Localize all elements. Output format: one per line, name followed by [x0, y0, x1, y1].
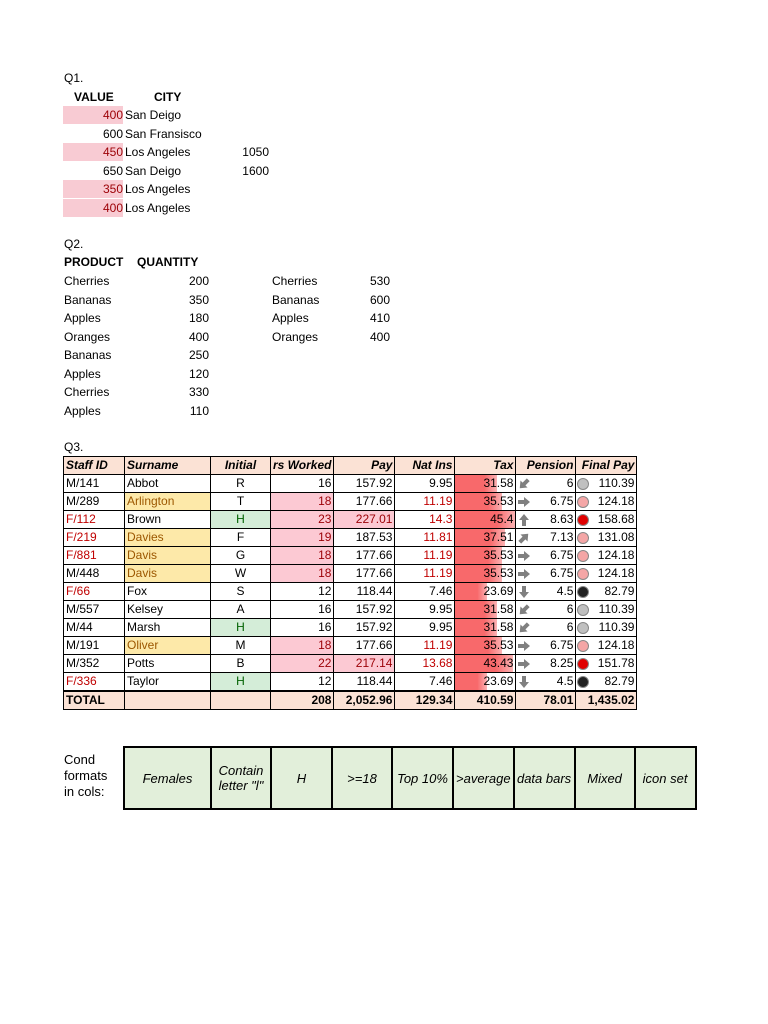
- pension-value: 8.25: [550, 656, 574, 670]
- pension-cell[interactable]: [516, 673, 576, 692]
- staff-id-cell[interactable]: M/141: [64, 475, 125, 493]
- surname-cell[interactable]: Marsh: [125, 619, 211, 637]
- arrow-down-icon: [517, 585, 531, 599]
- pension-value: 4.5: [556, 674, 574, 688]
- traffic-light-icon: [577, 478, 589, 490]
- q2-product-cell[interactable]: Apples: [64, 366, 101, 381]
- q1-city-cell[interactable]: San Deigo: [125, 108, 182, 122]
- tax-value: 35.53: [483, 548, 514, 562]
- tax-value: 31.58: [483, 620, 514, 634]
- hours-cell[interactable]: 16: [271, 619, 334, 637]
- q2-summary-total[interactable]: 600: [369, 292, 390, 307]
- nat-ins-cell[interactable]: 11.19: [395, 547, 455, 565]
- final-pay-value: 82.79: [604, 674, 635, 688]
- table-row: [64, 601, 637, 619]
- staff-id-cell[interactable]: M/557: [64, 601, 125, 619]
- total-nat-ins[interactable]: 129.34: [395, 691, 455, 710]
- tax-value: 35.53: [483, 638, 514, 652]
- hours-cell[interactable]: 12: [271, 583, 334, 601]
- pay-cell[interactable]: 118.44: [334, 583, 395, 601]
- surname-cell[interactable]: Davis: [125, 547, 211, 565]
- final-pay-cell[interactable]: [576, 601, 637, 619]
- arrow-right-icon: [517, 495, 531, 509]
- staff-id-cell[interactable]: F/881: [64, 547, 125, 565]
- staff-pay-table: [63, 456, 637, 710]
- traffic-light-icon: [577, 514, 589, 526]
- nat-ins-cell[interactable]: 11.19: [395, 565, 455, 583]
- legend-h: H: [271, 747, 332, 809]
- pension-value: 6.75: [550, 566, 574, 580]
- col-header-nat-ins[interactable]: Nat Ins: [395, 457, 455, 475]
- surname-cell[interactable]: Davis: [125, 565, 211, 583]
- q2-quantity-cell[interactable]: 250: [188, 348, 209, 362]
- final-pay-value: 110.39: [598, 620, 635, 634]
- pension-cell[interactable]: [516, 475, 576, 493]
- tax-cell[interactable]: [455, 475, 516, 493]
- surname-cell[interactable]: Kelsey: [125, 601, 211, 619]
- surname-cell[interactable]: Davies: [125, 529, 211, 547]
- q1-city-cell[interactable]: Los Angeles: [125, 201, 191, 215]
- pension-value: 6.75: [550, 638, 574, 652]
- arrow-right-icon: [517, 639, 531, 653]
- legend-above-average: >average: [453, 747, 514, 809]
- arrow-up-right-icon: [517, 531, 531, 545]
- total-row: [64, 691, 637, 710]
- traffic-light-icon: [577, 586, 589, 598]
- q2-summary-total[interactable]: 530: [369, 274, 390, 288]
- q1-city-cell[interactable]: Los Angeles: [125, 182, 191, 197]
- pay-cell[interactable]: 118.44: [334, 673, 395, 692]
- tax-cell[interactable]: [455, 637, 516, 655]
- table-row: [64, 547, 637, 565]
- tax-value: 31.58: [483, 476, 514, 490]
- q2-quantity-cell[interactable]: 200: [188, 274, 209, 288]
- hours-cell[interactable]: 19: [271, 529, 334, 547]
- legend-icon-set: icon set: [635, 747, 696, 809]
- final-pay-value: 131.08: [597, 530, 635, 544]
- final-pay-value: 82.79: [604, 584, 635, 598]
- initial-cell[interactable]: R: [211, 475, 271, 493]
- tax-value: 23.69: [483, 674, 514, 688]
- pay-cell[interactable]: 177.66: [334, 493, 395, 511]
- hours-cell[interactable]: 12: [271, 673, 334, 692]
- q2-quantity-cell[interactable]: 330: [188, 385, 209, 399]
- legend-gte-18: >=18: [332, 747, 392, 809]
- cond-formats-legend: [123, 746, 697, 810]
- surname-cell[interactable]: Abbot: [125, 475, 211, 493]
- traffic-light-icon: [577, 658, 589, 670]
- pension-cell[interactable]: [516, 529, 576, 547]
- total-label: TOTAL: [64, 691, 125, 710]
- hours-cell[interactable]: 18: [271, 637, 334, 655]
- q1-value-header: VALUE: [74, 90, 114, 104]
- final-pay-value: 110.39: [598, 476, 635, 490]
- q2-quantity-cell[interactable]: 400: [188, 329, 209, 344]
- initial-cell[interactable]: H: [211, 673, 271, 692]
- legend-mixed: Mixed: [575, 747, 635, 809]
- col-header-surname[interactable]: Surname: [125, 457, 211, 475]
- q2-product-cell[interactable]: Apples: [64, 403, 101, 418]
- pay-cell[interactable]: 177.66: [334, 637, 395, 655]
- tax-cell[interactable]: [455, 493, 516, 511]
- surname-cell[interactable]: Arlington: [125, 493, 211, 511]
- q2-product-header: PRODUCT: [64, 255, 124, 269]
- pension-cell[interactable]: [516, 511, 576, 529]
- final-pay-cell[interactable]: [576, 583, 637, 601]
- cond-formats-label-line3: in cols:: [64, 784, 105, 799]
- q2-summary-product[interactable]: Cherries: [272, 274, 318, 288]
- col-header-hours-worked[interactable]: rs Worked: [271, 457, 334, 475]
- initial-cell[interactable]: W: [211, 565, 271, 583]
- arrow-down-left-icon: [517, 621, 531, 635]
- arrow-right-icon: [517, 657, 531, 671]
- table-row: [64, 583, 637, 601]
- q2-summary-product[interactable]: Apples: [272, 311, 309, 325]
- final-pay-cell[interactable]: [576, 565, 637, 583]
- final-pay-value: 124.18: [597, 494, 635, 508]
- final-pay-cell[interactable]: [576, 529, 637, 547]
- q2-summary-total[interactable]: 410: [369, 311, 390, 325]
- traffic-light-icon: [577, 550, 589, 562]
- nat-ins-cell[interactable]: 9.95: [395, 601, 455, 619]
- traffic-light-icon: [577, 676, 589, 688]
- hours-cell[interactable]: 23: [271, 511, 334, 529]
- hours-cell[interactable]: 18: [271, 547, 334, 565]
- pension-value: 6: [566, 620, 574, 634]
- arrow-right-icon: [517, 567, 531, 581]
- q1-city-header: CITY: [154, 90, 182, 104]
- table-row: [64, 475, 637, 493]
- pay-cell[interactable]: 177.66: [334, 547, 395, 565]
- tax-cell[interactable]: [455, 529, 516, 547]
- q1-value-cell[interactable]: 400: [63, 106, 123, 124]
- legend-contain-letter-l: Contain letter "l": [211, 747, 271, 809]
- traffic-light-icon: [577, 568, 589, 580]
- staff-id-cell[interactable]: M/191: [64, 637, 125, 655]
- initial-cell[interactable]: F: [211, 529, 271, 547]
- final-pay-cell[interactable]: [576, 475, 637, 493]
- tax-value: 35.53: [483, 566, 514, 580]
- q1-value-cell[interactable]: 400: [63, 199, 123, 217]
- table-row: [64, 619, 637, 637]
- tax-value: 37.51: [483, 530, 514, 544]
- q2-product-cell[interactable]: Bananas: [64, 348, 112, 362]
- col-header-staff-id[interactable]: Staff ID: [64, 457, 125, 475]
- q2-product-cell[interactable]: Oranges: [64, 329, 111, 344]
- final-pay-cell[interactable]: [576, 511, 637, 529]
- q2-quantity-header: QUANTITY: [137, 255, 199, 269]
- final-pay-cell[interactable]: [576, 673, 637, 692]
- q1-city-cell[interactable]: San Fransisco: [125, 126, 202, 141]
- table-row: [64, 511, 637, 529]
- initial-cell[interactable]: B: [211, 655, 271, 673]
- final-pay-value: 124.18: [597, 566, 635, 580]
- table-row: [64, 529, 637, 547]
- tax-cell[interactable]: [455, 655, 516, 673]
- q2-product-cell[interactable]: Bananas: [64, 292, 112, 307]
- total-final-pay[interactable]: 1,435.02: [576, 691, 637, 710]
- tax-value: 45.4: [490, 512, 514, 526]
- tax-cell[interactable]: [455, 511, 516, 529]
- tax-cell[interactable]: [455, 565, 516, 583]
- surname-cell[interactable]: Potts: [125, 655, 211, 673]
- final-pay-value: 158.68: [597, 512, 635, 526]
- legend-top-10: Top 10%: [392, 747, 453, 809]
- staff-id-cell[interactable]: F/66: [64, 583, 125, 601]
- q1-city-cell[interactable]: Los Angeles: [125, 145, 191, 160]
- nat-ins-cell[interactable]: 14.3: [395, 511, 455, 529]
- tax-value: 31.58: [483, 602, 514, 616]
- staff-id-cell[interactable]: F/219: [64, 529, 125, 547]
- nat-ins-cell[interactable]: 11.19: [395, 637, 455, 655]
- final-pay-cell[interactable]: [576, 637, 637, 655]
- surname-cell[interactable]: Fox: [125, 583, 211, 601]
- q2-quantity-cell[interactable]: 180: [188, 311, 209, 325]
- pay-cell[interactable]: 157.92: [334, 601, 395, 619]
- cond-formats-label: [64, 752, 107, 800]
- pension-value: 6: [566, 602, 574, 616]
- initial-cell[interactable]: T: [211, 493, 271, 511]
- staff-id-cell[interactable]: M/352: [64, 655, 125, 673]
- hours-cell[interactable]: 16: [271, 601, 334, 619]
- q2-quantity-cell[interactable]: 120: [188, 366, 209, 381]
- nat-ins-cell[interactable]: 11.19: [395, 493, 455, 511]
- initial-cell[interactable]: H: [211, 511, 271, 529]
- q2-product-cell[interactable]: Cherries: [64, 385, 110, 399]
- q1-value-cell[interactable]: 350: [63, 180, 123, 198]
- final-pay-value: 110.39: [598, 602, 635, 616]
- nat-ins-cell[interactable]: 7.46: [395, 583, 455, 601]
- q2-summary-total[interactable]: 400: [369, 329, 390, 344]
- pay-cell[interactable]: 157.92: [334, 475, 395, 493]
- traffic-light-icon: [577, 604, 589, 616]
- staff-id-cell[interactable]: M/44: [64, 619, 125, 637]
- final-pay-cell[interactable]: [576, 619, 637, 637]
- q2-quantity-cell[interactable]: 110: [189, 403, 209, 418]
- pay-cell[interactable]: 157.92: [334, 619, 395, 637]
- arrow-up-icon: [517, 513, 531, 527]
- pay-cell[interactable]: 187.53: [334, 529, 395, 547]
- total-pay[interactable]: 2,052.96: [334, 691, 395, 710]
- final-pay-value: 151.78: [597, 656, 635, 670]
- traffic-light-icon: [577, 496, 589, 508]
- pension-value: 8.63: [550, 512, 574, 526]
- pension-value: 7.13: [550, 530, 574, 544]
- q2-label: Q2.: [64, 237, 84, 251]
- initial-cell[interactable]: M: [211, 637, 271, 655]
- arrow-down-left-icon: [517, 477, 531, 491]
- cond-formats-label-line2: formats: [64, 768, 108, 783]
- staff-table-body: [64, 475, 637, 710]
- pension-cell[interactable]: [516, 655, 576, 673]
- tax-value: 35.53: [483, 494, 514, 508]
- nat-ins-cell[interactable]: 11.81: [395, 529, 455, 547]
- arrow-down-left-icon: [517, 603, 531, 617]
- tax-cell[interactable]: [455, 547, 516, 565]
- cond-formats-label-line1: Cond: [64, 752, 96, 767]
- hours-cell[interactable]: 18: [271, 565, 334, 583]
- traffic-light-icon: [577, 640, 589, 652]
- initial-cell[interactable]: A: [211, 601, 271, 619]
- nat-ins-cell[interactable]: 7.46: [395, 673, 455, 692]
- final-pay-cell[interactable]: [576, 655, 637, 673]
- table-row: [64, 493, 637, 511]
- initial-cell[interactable]: S: [211, 583, 271, 601]
- final-pay-cell[interactable]: [576, 547, 637, 565]
- total-empty-cell: [125, 691, 211, 710]
- q1-value-cell[interactable]: 450: [63, 143, 123, 161]
- staff-id-cell[interactable]: M/448: [64, 565, 125, 583]
- pay-cell[interactable]: 177.66: [334, 565, 395, 583]
- tax-value: 43.43: [483, 656, 514, 670]
- total-tax[interactable]: 410.59: [455, 691, 516, 710]
- q1-value-cell[interactable]: 650: [102, 163, 123, 178]
- pension-cell[interactable]: [516, 493, 576, 511]
- legend-females: Females: [124, 747, 211, 809]
- initial-cell[interactable]: G: [211, 547, 271, 565]
- pension-cell[interactable]: [516, 619, 576, 637]
- pension-cell[interactable]: [516, 583, 576, 601]
- final-pay-cell[interactable]: [576, 493, 637, 511]
- pay-cell[interactable]: 227.01: [334, 511, 395, 529]
- tax-value: 23.69: [483, 584, 514, 598]
- arrow-down-icon: [517, 675, 531, 689]
- total-pension[interactable]: 78.01: [516, 691, 576, 710]
- surname-cell[interactable]: Taylor: [125, 673, 211, 692]
- staff-id-cell[interactable]: F/112: [64, 511, 125, 529]
- tax-cell[interactable]: [455, 601, 516, 619]
- arrow-right-icon: [517, 549, 531, 563]
- surname-cell[interactable]: Brown: [125, 511, 211, 529]
- hours-cell[interactable]: 22: [271, 655, 334, 673]
- col-header-pension[interactable]: Pension: [516, 457, 576, 475]
- staff-id-cell[interactable]: M/289: [64, 493, 125, 511]
- pension-value: 6: [566, 476, 574, 490]
- legend-data-bars: data bars: [514, 747, 575, 809]
- q2-summary-product[interactable]: Oranges: [272, 329, 319, 344]
- tax-cell[interactable]: [455, 673, 516, 692]
- pension-cell[interactable]: [516, 547, 576, 565]
- col-header-final-pay[interactable]: Final Pay: [576, 457, 637, 475]
- hours-cell[interactable]: 16: [271, 475, 334, 493]
- table-row: [64, 637, 637, 655]
- surname-cell[interactable]: Oliver: [125, 637, 211, 655]
- q1-value-cell[interactable]: 600: [102, 126, 123, 141]
- table-row: [64, 673, 637, 692]
- staff-id-cell[interactable]: F/336: [64, 673, 125, 692]
- q1-label: Q1.: [64, 71, 84, 85]
- q1-sum-cell[interactable]: 1050: [242, 145, 269, 160]
- q3-label: Q3.: [64, 440, 84, 454]
- hours-cell[interactable]: 18: [271, 493, 334, 511]
- q2-quantity-cell[interactable]: 350: [188, 292, 209, 307]
- nat-ins-cell[interactable]: 13.68: [395, 655, 455, 673]
- table-row: [64, 655, 637, 673]
- pension-value: 6.75: [550, 548, 574, 562]
- final-pay-value: 124.18: [597, 548, 635, 562]
- pension-cell[interactable]: [516, 565, 576, 583]
- col-header-tax[interactable]: Tax: [455, 457, 516, 475]
- table-header-row: [64, 457, 637, 475]
- traffic-light-icon: [577, 622, 589, 634]
- q1-sum-cell[interactable]: 1600: [242, 163, 269, 178]
- nat-ins-cell[interactable]: 9.95: [395, 475, 455, 493]
- initial-cell[interactable]: H: [211, 619, 271, 637]
- tax-cell[interactable]: [455, 619, 516, 637]
- total-empty-cell: [211, 691, 271, 710]
- pension-cell[interactable]: [516, 601, 576, 619]
- pay-cell[interactable]: 217.14: [334, 655, 395, 673]
- pension-cell[interactable]: [516, 637, 576, 655]
- q2-summary-product[interactable]: Bananas: [272, 292, 320, 307]
- tax-cell[interactable]: [455, 583, 516, 601]
- traffic-light-icon: [577, 532, 589, 544]
- col-header-initial[interactable]: Initial: [211, 457, 271, 475]
- q1-city-cell[interactable]: San Deigo: [125, 163, 182, 178]
- nat-ins-cell[interactable]: 9.95: [395, 619, 455, 637]
- pension-value: 4.5: [556, 584, 574, 598]
- total-hours[interactable]: 208: [271, 691, 334, 710]
- final-pay-value: 124.18: [597, 638, 635, 652]
- q2-product-cell[interactable]: Apples: [64, 311, 101, 325]
- pension-value: 6.75: [550, 494, 574, 508]
- col-header-pay[interactable]: Pay: [334, 457, 395, 475]
- table-row: [64, 565, 637, 583]
- q2-product-cell[interactable]: Cherries: [64, 274, 110, 288]
